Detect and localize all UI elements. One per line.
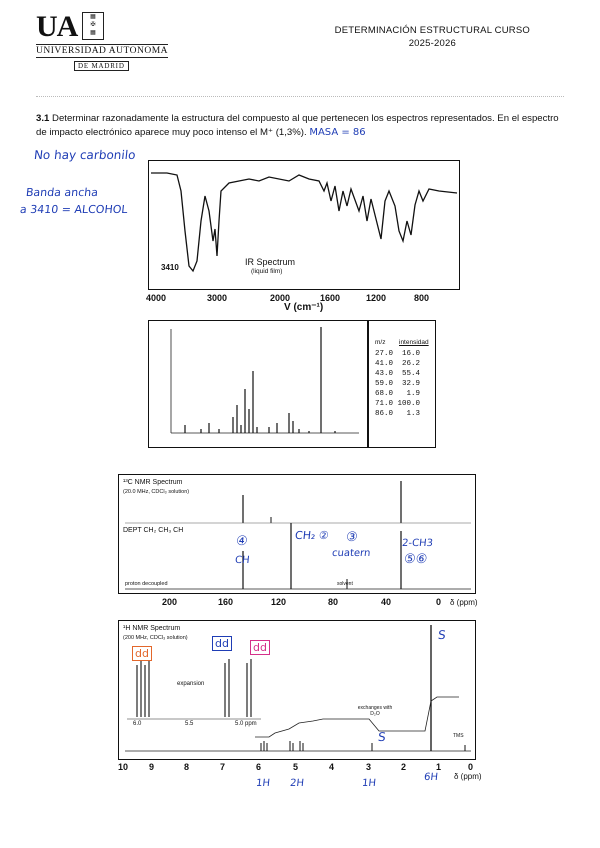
- table-row: 27.0 16.0: [375, 350, 421, 358]
- table-row: 59.0 32.9: [375, 380, 421, 388]
- h1-nmr-trace: [119, 621, 475, 759]
- c13-solvent: solvent: [337, 581, 353, 587]
- h1-ann-dd-1: dd: [132, 646, 152, 661]
- h1-tick: 0: [468, 762, 474, 772]
- h1-integral: 1H: [255, 778, 271, 789]
- university-logo: [36, 10, 176, 70]
- problem-number: 3.1: [36, 113, 50, 124]
- header-divider: [36, 96, 564, 97]
- c13-ann-quaternary: cuatern: [331, 548, 371, 559]
- c13-x-unit: δ (ppm): [450, 598, 478, 607]
- table-row: 71.0 100.0: [375, 400, 421, 408]
- ms-col-mz: m/z: [375, 339, 386, 346]
- ir-title: IR Spectrum: [245, 257, 296, 267]
- mass-note: MASA = 86: [309, 127, 366, 138]
- logo-university-name: UNIVERSIDAD AUTONOMA: [36, 46, 169, 56]
- c13-ann-ch2: CH₂ ②: [294, 529, 330, 542]
- h1-integral: 1H: [361, 778, 377, 789]
- h1-tick: 8: [184, 762, 190, 772]
- h1-exp-tick: 6.0: [133, 721, 142, 727]
- header-title: DETERMINACIÓN ESTRUCTURAL CURSO: [334, 25, 530, 36]
- mass-spectrum-panel: [148, 320, 368, 448]
- h1-ann-singlet-1: S: [437, 628, 447, 642]
- h1-subtitle: (200 MHz, CDCl₃ solution): [123, 635, 188, 641]
- c13-subtitle: (20.0 MHz, CDCl₃ solution): [123, 489, 190, 495]
- h1-integral: 2H: [289, 778, 305, 789]
- h1-title: ¹H NMR Spectrum: [123, 625, 181, 632]
- table-row: 68.0 1.9: [375, 390, 421, 398]
- header-year: 2025-2026: [408, 38, 456, 49]
- alcohol-note: a 3410 = ALCOHOL: [19, 203, 129, 216]
- crest-icon: ▦ ✠ ▦: [82, 12, 104, 40]
- table-row: 41.0 26.2: [375, 360, 421, 368]
- c13-tick: 160: [218, 597, 234, 607]
- broad-band-note: Banda ancha: [25, 186, 99, 199]
- ir-subtitle: (liquid film): [251, 268, 283, 275]
- problem-text: Determinar razonadamente la estructura del compuesto al que pertenecen los espectros representados. En el espectro de impacto electrónico aparece muy poco intenso el M⁺ (1,3%).: [36, 113, 559, 138]
- table-row: 86.0 1.3: [375, 410, 421, 418]
- h1-nmr-panel: [118, 620, 476, 760]
- ir-tick: 1600: [320, 293, 341, 303]
- logo-mark: UA: [36, 10, 78, 43]
- h1-ann-dd-2: dd: [212, 636, 232, 651]
- ir-tick: 800: [414, 293, 430, 303]
- h1-tick: 5: [293, 762, 299, 772]
- no-carbonyl-note: No hay carbonilo: [33, 148, 137, 162]
- h1-exp-tick: 5.5: [185, 721, 194, 727]
- problem-statement: [36, 112, 566, 140]
- c13-dept-label: DEPT CH₂ CH₃ CH: [123, 527, 184, 534]
- ir-tick: 3000: [207, 293, 228, 303]
- h1-tick: 2: [401, 762, 407, 772]
- h1-tick: 7: [220, 762, 226, 772]
- ms-col-int: intensidad: [399, 339, 429, 346]
- mass-spectrum-bars: [149, 321, 367, 447]
- table-row: 43.0 55.4: [375, 370, 421, 378]
- h1-tms: TMS: [453, 733, 464, 739]
- c13-tick: 120: [271, 597, 287, 607]
- c13-title: ¹³C NMR Spectrum: [123, 479, 183, 486]
- logo-city: DE MADRID: [74, 61, 129, 71]
- h1-tick: 9: [149, 762, 155, 772]
- c13-ann-circle-4: ④: [235, 534, 249, 549]
- h1-exchange-note: exchanges with D₂O: [357, 705, 393, 717]
- ir-peak-label: 3410: [161, 263, 179, 272]
- mass-spectrum-table: [368, 320, 436, 448]
- c13-proton-decoupled: proton decoupled: [125, 581, 168, 587]
- h1-x-unit: δ (ppm): [454, 772, 482, 781]
- c13-tick: 0: [436, 597, 442, 607]
- c13-tick: 200: [162, 597, 178, 607]
- document-header: [335, 24, 530, 50]
- c13-ann-circles-5-6: ⑤⑥: [403, 552, 429, 567]
- h1-expansion: expansion: [177, 681, 205, 687]
- c13-tick: 80: [328, 597, 339, 607]
- c13-tick: 40: [381, 597, 392, 607]
- ir-tick: 1200: [366, 293, 387, 303]
- h1-tick: 4: [329, 762, 335, 772]
- h1-exp-tick: 5.0 ppm: [235, 721, 257, 727]
- ir-spectrum-panel: [148, 160, 460, 290]
- ir-tick: 4000: [146, 293, 167, 303]
- h1-ann-singlet-2: S: [377, 730, 387, 744]
- h1-tick: 1: [436, 762, 442, 772]
- ms-rows: [375, 349, 420, 419]
- c13-ann-ch: CH: [234, 555, 251, 566]
- h1-tick: 10: [118, 762, 129, 772]
- ir-x-axis-label: V (cm⁻¹): [284, 302, 324, 313]
- h1-integral: 6H: [423, 772, 439, 783]
- h1-tick: 3: [366, 762, 372, 772]
- h1-tick: 6: [256, 762, 262, 772]
- c13-ann-circle-3: ③: [345, 530, 359, 545]
- ir-spectrum-trace: [149, 161, 459, 289]
- h1-ann-dd-3: dd: [250, 640, 270, 655]
- c13-ann-ch3: 2-CH3: [401, 538, 434, 549]
- ir-tick: 2000: [270, 293, 291, 303]
